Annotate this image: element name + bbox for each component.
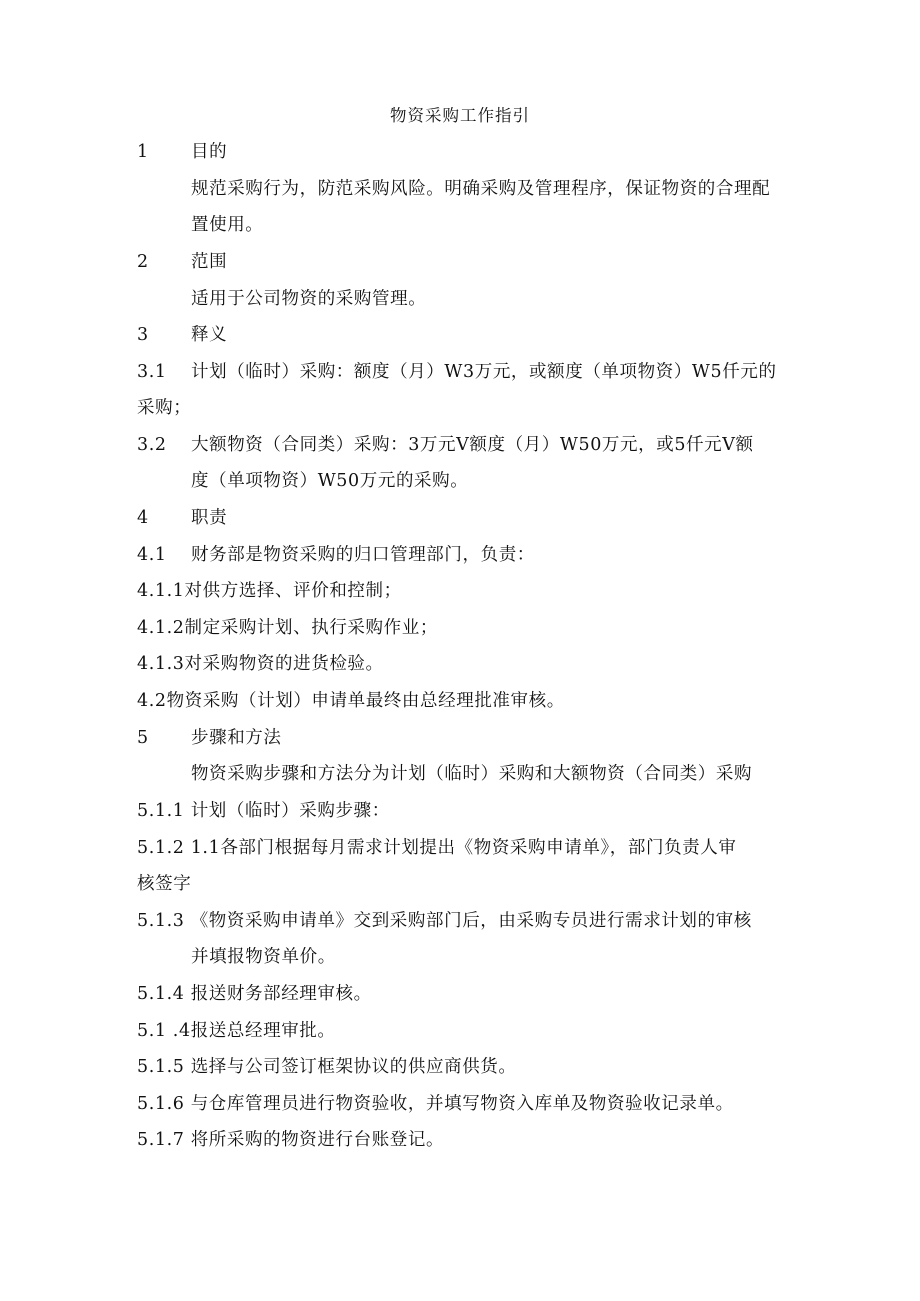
item-4-1-3: 4.1.3对采购物资的进货检验。 (137, 654, 384, 674)
scope-paragraph: 适用于公司物资的采购管理。 (191, 289, 427, 309)
document-title: 物资采购工作指引 (390, 106, 530, 125)
item-3-1-continuation: 采购； (137, 398, 192, 418)
section-4-heading: 职责 (191, 508, 228, 528)
item-5-1-2: 5.1.2 1.1各部门根据每月需求计划提出《物资采购申请单》，部门负责人审 (137, 838, 737, 858)
item-4-1-2: 4.1.2制定采购计划、执行采购作业； (137, 618, 438, 638)
section-5-number: 5 (137, 728, 149, 748)
item-4-1-number: 4.1 (137, 545, 167, 565)
section-2-heading: 范围 (191, 252, 228, 272)
section-5-intro: 物资采购步骤和方法分为计划（临时）采购和大额物资（合同类）采购 (191, 764, 753, 784)
purpose-paragraph-line-2: 置使用。 (191, 215, 264, 235)
section-1-heading: 目的 (191, 142, 228, 162)
item-3-2-text: 大额物资（合同类）采购：3万元V额度（月）W50万元，或5仟元V额 (191, 435, 754, 455)
section-4-number: 4 (137, 508, 149, 528)
item-3-2-number: 3.2 (137, 435, 167, 455)
item-5-1-4: 5.1.4 报送财务部经理审核。 (137, 984, 372, 1004)
section-3-number: 3 (137, 325, 149, 345)
item-4-2: 4.2物资采购（计划）申请单最终由总经理批准审核。 (137, 691, 565, 711)
item-4-1-text: 财务部是物资采购的归口管理部门，负责： (191, 545, 535, 565)
item-5-1-1: 5.1.1 计划（临时）采购步骤： (137, 801, 390, 821)
item-5-1-5: 5.1.5 选择与公司签订框架协议的供应商供货。 (137, 1057, 517, 1077)
item-5-1-7: 5.1.7 将所采购的物资进行台账登记。 (137, 1130, 445, 1150)
item-3-1-text: 计划（临时）采购：额度（月）W3万元，或额度（单项物资）W5仟元的 (191, 362, 777, 382)
item-5-1-3-continuation: 并填报物资单价。 (191, 947, 336, 967)
section-2-number: 2 (137, 252, 149, 272)
item-3-2-continuation: 度（单项物资）W50万元的采购。 (191, 471, 469, 491)
section-3-heading: 释义 (191, 325, 228, 345)
purpose-paragraph-line-1: 规范采购行为，防范采购风险。明确采购及管理程序，保证物资的合理配 (191, 179, 771, 199)
item-5-1-2-continuation: 核签字 (137, 874, 192, 894)
item-4-1-1: 4.1.1对供方选择、评价和控制； (137, 581, 402, 601)
item-5-1-3: 5.1.3 《物资采购申请单》交到采购部门后，由采购专员进行需求计划的审核 (137, 911, 752, 931)
item-5-1-4b: 5.1 .4报送总经理审批。 (137, 1021, 336, 1041)
item-5-1-6: 5.1.6 与仓库管理员进行物资验收，并填写物资入库单及物资验收记录单。 (137, 1094, 734, 1114)
section-5-heading: 步骤和方法 (191, 728, 282, 748)
section-1-number: 1 (137, 142, 149, 162)
item-3-1-number: 3.1 (137, 362, 167, 382)
